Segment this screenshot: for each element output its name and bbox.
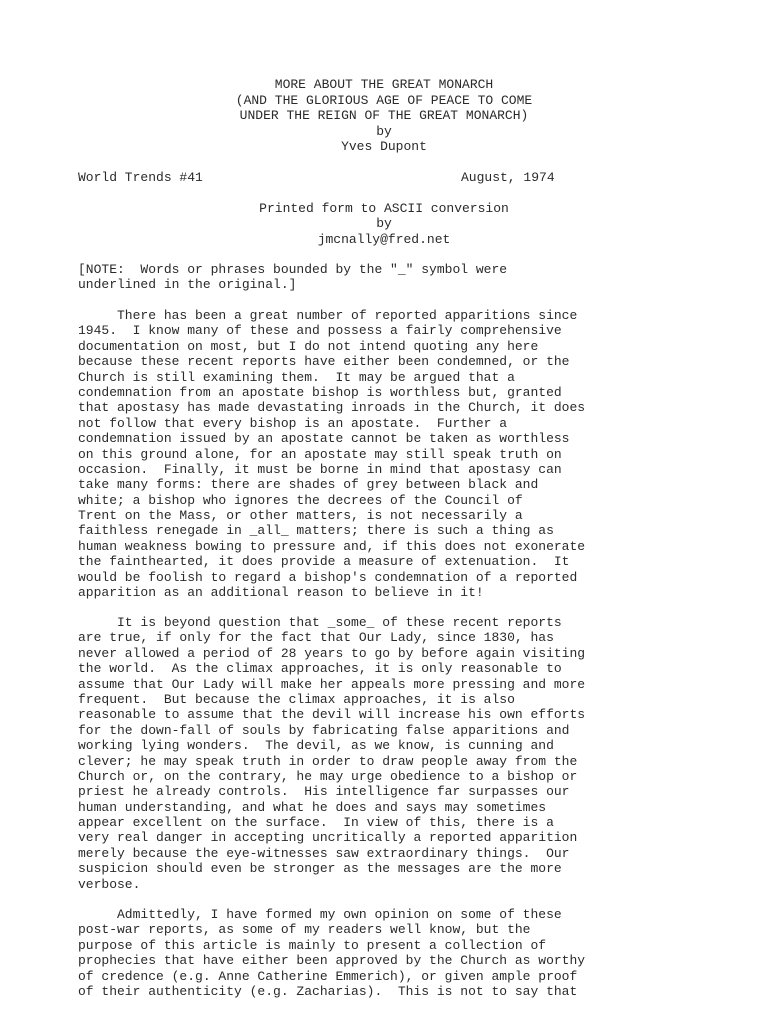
paragraph-line: are true, if only for the fact that Our Lady, since 1830, has xyxy=(78,630,554,646)
note-line: underlined in the original.] xyxy=(78,277,297,293)
paragraph-line: appear excellent on the surface. In view of this, there is a xyxy=(78,815,554,831)
paragraph-line: Church or, on the contrary, he may urge obedience to a bishop or xyxy=(78,768,578,784)
paragraph-line: reasonable to assume that the devil will increase his own efforts xyxy=(78,707,586,723)
paragraph-line: apparition as an additional reason to believe in it! xyxy=(78,585,484,601)
paragraph-line: verbose. xyxy=(78,876,141,892)
paragraph-line: of their authenticity (e.g. Zacharias). This is not to say that xyxy=(78,983,578,999)
paragraph-line: the world. As the climax approaches, it is only reasonable to xyxy=(78,661,562,677)
title-line-3: UNDER THE REIGN OF THE GREAT MONARCH) xyxy=(239,108,529,123)
title-line-2: (AND THE GLORIOUS AGE OF PEACE TO COME xyxy=(235,93,533,108)
conversion-line-1: Printed form to ASCII conversion xyxy=(259,201,509,216)
paragraph-line: Trent on the Mass, or other matters, is not necessarily a xyxy=(78,508,523,524)
paragraph-3 xyxy=(78,907,678,999)
conversion-by: by xyxy=(376,216,392,231)
paragraph-line: for the down-fall of souls by fabricating false apparitions and xyxy=(78,722,570,738)
paragraph-line: priest he already controls. His intelligence far surpasses our xyxy=(78,784,570,800)
paragraph-line: the fainthearted, it does provide a measure of extenuation. It xyxy=(78,554,570,570)
paragraph-line: very real danger in accepting uncritically a reported apparition xyxy=(78,830,578,846)
paragraph-line: Church is still examining them. It may be argued that a xyxy=(78,369,515,385)
paragraph-line: It is beyond question that _some_ of these recent reports xyxy=(78,615,562,630)
paragraph-line: Admittedly, I have formed my own opinion on some of these xyxy=(78,907,562,922)
paragraph-line: condemnation issued by an apostate cannot be taken as worthless xyxy=(78,431,570,447)
paragraph-line: human weakness bowing to pressure and, if this does not exonerate xyxy=(78,538,586,554)
paragraph-2 xyxy=(78,615,678,892)
paragraph-line: 1945. I know many of these and possess a fairly comprehensive xyxy=(78,323,562,339)
paragraph-line: documentation on most, but I do not intend quoting any here xyxy=(78,338,539,354)
title-by: by xyxy=(376,124,392,139)
date-label: August, 1974 xyxy=(461,170,555,185)
paragraph-line: assume that Our Lady will make her appeals more pressing and more xyxy=(78,676,586,692)
conversion-email: jmcnally@fred.net xyxy=(317,232,451,247)
paragraph-line: There has been a great number of reported apparitions since xyxy=(78,308,578,323)
paragraph-line: human understanding, and what he does and says may sometimes xyxy=(78,799,547,815)
title-line-1: MORE ABOUT THE GREAT MONARCH xyxy=(274,77,494,92)
author: Yves Dupont xyxy=(341,139,427,154)
note-line: [NOTE: Words or phrases bounded by the "_" symbol were xyxy=(78,262,508,277)
paragraph-line: working lying wonders. The devil, as we know, is cunning and xyxy=(78,738,554,754)
paragraph-line: suspicion should even be stronger as the messages are the more xyxy=(78,861,562,877)
paragraph-1 xyxy=(78,308,678,600)
paragraph-line: faithless renegade in _all_ matters; there is such a thing as xyxy=(78,523,554,539)
paragraph-line: prophecies that have either been approved by the Church as worthy xyxy=(78,953,586,969)
paragraph-line: frequent. But because the climax approaches, it is also xyxy=(78,691,515,707)
paragraph-line: white; a bishop who ignores the decrees of the Council of xyxy=(78,492,523,508)
paragraph-line: clever; he may speak truth in order to draw people away from the xyxy=(78,753,578,769)
paragraph-line: never allowed a period of 28 years to go by before again visiting xyxy=(78,645,586,661)
note xyxy=(78,262,678,293)
series-label: World Trends #41 xyxy=(78,170,203,185)
paragraph-line: take many forms: there are shades of grey between black and xyxy=(78,477,539,493)
paragraph-line: post-war reports, as some of my readers well know, but the xyxy=(78,922,531,938)
paragraph-line: because these recent reports have either been condemned, or the xyxy=(78,354,570,370)
paragraph-line: on this ground alone, for an apostate may still speak truth on xyxy=(78,446,562,462)
paragraph-line: condemnation from an apostate bishop is worthless but, granted xyxy=(78,384,562,400)
paragraph-line: not follow that every bishop is an apostate. Further a xyxy=(78,415,508,431)
paragraph-line: purpose of this article is mainly to present a collection of xyxy=(78,937,547,953)
paragraph-line: that apostasy has made devastating inroads in the Church, it does xyxy=(78,400,586,416)
paragraph-line: of credence (e.g. Anne Catherine Emmerich), or given ample proof xyxy=(78,968,578,984)
paragraph-line: merely because the eye-witnesses saw extraordinary things. Our xyxy=(78,845,570,861)
paragraph-line: occasion. Finally, it must be borne in mind that apostasy can xyxy=(78,461,562,477)
paragraph-line: would be foolish to regard a bishop's condemnation of a reported xyxy=(78,569,578,585)
